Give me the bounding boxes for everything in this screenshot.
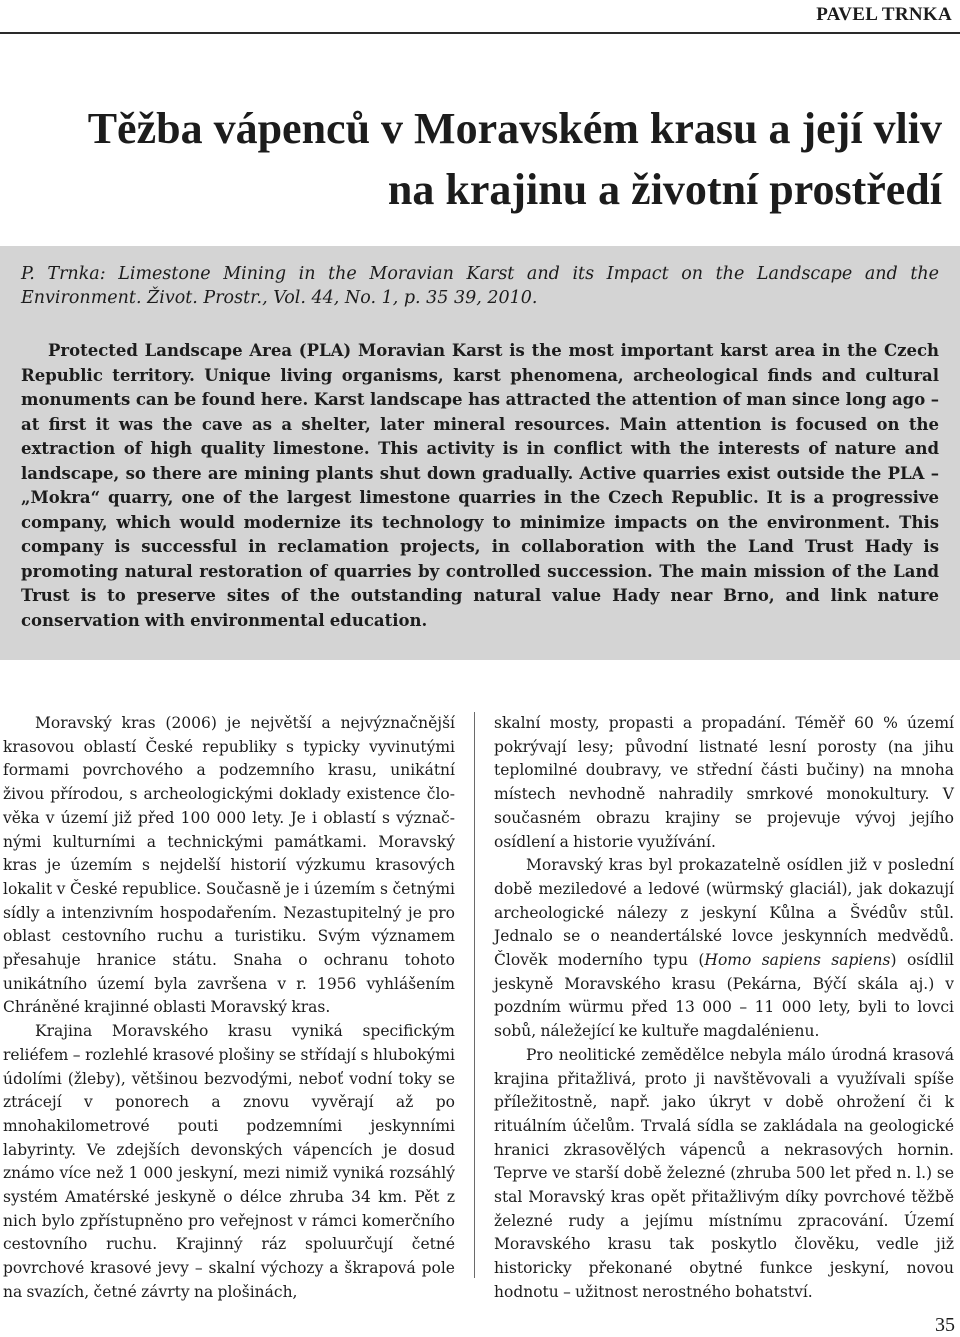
running-header (0, 0, 960, 34)
article-title-line-2: na krajinu a životní prostředí (387, 165, 942, 214)
body-text: Moravský kras byl prokazatelně osídlen již v poslední době meziledové a ledové (würmský glaciál), jak dokazují archeologické nálezy z jeskyní Kůlna a Švédův stůl. Jednalo se o neandertálské lovce jeskynních medvědů. Člověk moderního typu ( (494, 856, 954, 970)
body-paragraph: skalní mosty, propasti a propadání. Téměř 60 % území pokrývají lesy; původní listnaté lesní porosty (na jihu teplomilné doubravy, ve střední části bučiny) na mnoha místech nevhodně nahradily smrkové monokultury. V současném obrazu krajiny se projevuje vývoj jejího osídlení a historie využívání. (494, 714, 954, 851)
body-paragraph: Krajina Moravského krasu vyniká specifickým reliéfem – rozlehlé krasové plošiny se střídají s hlubokými údolími (žleby), většinou bezvodými, neboť vodní toky se ztrácejí v ponorech a znovu vyvěrají až po mnohakilometrové pouti podzemními jeskynními labyrinty. Ve zdejších devonských vápencích je dosud známo více než 1 000 jeskyní, mezi nimiž vyniká rozsáhlý systém Amatérské jeskyně o délce zhruba 34 km. Pět z nich bylo zpřístupněno pro veřejnost v rámci komerčního cestovního ruchu. Krajinný ráz spoluurčují četné povrchové krasové jevy – skalní výchozy a škrapová pole na svazích, četné závrty na plošinách, (3, 1022, 455, 1301)
article-title-line-1: Těžba vápenců v Moravském krasu a její vliv (87, 104, 942, 153)
header-author: PAVEL TRNKA (816, 4, 952, 25)
article-title (40, 98, 942, 220)
species-name: Homo sapiens sapiens (704, 951, 891, 970)
body-column-right (494, 712, 954, 1305)
page-number: 35 (935, 1314, 955, 1336)
body-paragraph (494, 854, 954, 1044)
body-paragraph: Moravský kras (2006) je největší a nejvýznačnější krasovou oblastí České republiky s typicky vyvinutými formami povrchového a podzemního krasu, unikátní živou přírodou, s archeologickými doklady existence člověka v území již před 100 000 lety. Je i oblastí s význačnými kulturními a technickými památkami. Moravský kras je územím s nejdelší historií výzkumu krasových lokalit v České republice. Současně je i územím s četnými sídly a intenzivním hospodařením. Nezastupitelný je pro oblast cestovního ruchu a turistiku. Svým významem přesahuje hranice státu. Snaha o ochranu tohoto unikátního území byla završena v r. 1956 vyhlášením Chráněné krajinné oblasti Moravský kras. (3, 714, 455, 1017)
column-divider (474, 712, 475, 1278)
body-paragraph: Pro neolitické zemědělce nebyla málo úrodná krasová krajina přitažlivá, proto ji navštěvovali a využívali spíše příležitostně, např. jako úkryt v době ohrožení či k rituálním účelům. Trvalá sídla se zakládala na geologické hranici zkrasovělých vápenců a nekrasových hornin. Teprve ve starší době železné (zhruba 500 let před n. l.) se stal Moravský kras opět přitažlivým díky povrchové těžbě železné rudy a jejímu místnímu zpracování. Území Moravského krasu tak poskytlo člověku, vedle již historicky překonané obytné funkce jeskyní, novou hodnotu – užitnost nerostného bohatství. (494, 1045, 954, 1301)
body-column-left (3, 712, 455, 1305)
body-text: ) osídlil jeskyně Moravského krasu (Pekárna, Býčí skála aj.) v pozdním würmu před 13 000 – 11 000 lety, byli to lovci sobů, náležející ke kultuře magdalénienu. (494, 951, 954, 1041)
abstract-citation: P. Trnka: Limestone Mining in the Moravian Karst and its Impact on the Landscape and the Environment. Život. Prostr., Vol. 44, No. 1, p. 35 39, 2010. (21, 264, 939, 308)
abstract-box (0, 246, 960, 660)
abstract-summary: Protected Landscape Area (PLA) Moravian Karst is the most important karst area in the Czech Republic territory. Unique living organisms, karst phenomena, archeological finds and cultural monuments can be found here. Karst landscape has attracted the attention of man since long ago – at first it was the cave as a shelter, later mineral resources. Main attention is focused on the extraction of high quality limestone. This activity is in conflict with the interests of nature and landscape, so there are mining plants shut down gradually. Active quarries exist outside the PLA – „Mokra“ quarry, one of the largest limestone quarries in the Czech Republic. It is a progressive company, which would modernize its technology to minimize impacts on the environment. This company is successful in reclamation projects, in collaboration with the Land Trust Hady is promoting natural restoration of quarries by controlled succession. The main mission of the Land Trust is to preserve sites of the outstanding natural value Hady near Brno, and link nature conservation with environmental education. (21, 341, 939, 630)
